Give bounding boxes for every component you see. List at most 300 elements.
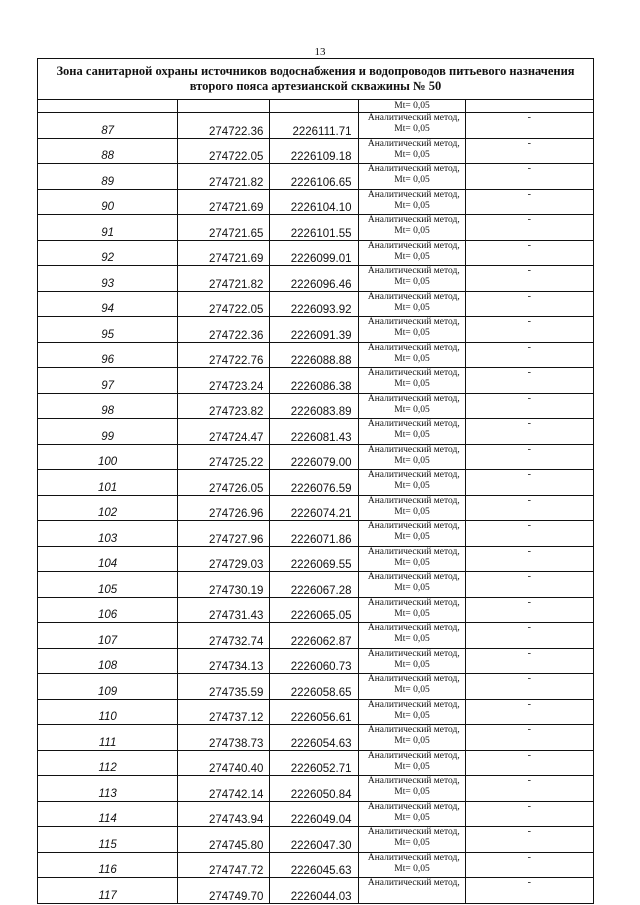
method-text: Аналитический метод, [367, 419, 460, 429]
point-number-cell [38, 648, 178, 674]
method-text: Аналитический метод, [367, 215, 460, 225]
method-text: Аналитический метод, [367, 546, 460, 557]
point-number: 117 [98, 889, 117, 902]
method-text: Аналитический метод, [367, 674, 460, 684]
dash-mark: - [527, 749, 532, 761]
method-cell [358, 725, 465, 751]
coordinate-x: 274740.40 [209, 763, 264, 775]
coordinate-y: 2226086.38 [290, 380, 352, 393]
dash-cell [465, 648, 593, 674]
coordinate-y-cell [270, 801, 358, 827]
coordinate-y-cell [270, 878, 358, 904]
method-text: Аналитический метод, [367, 572, 460, 582]
point-number: 100 [98, 456, 118, 468]
point-number: 112 [98, 762, 117, 774]
point-number-cell [38, 572, 178, 598]
point-number-cell [38, 546, 178, 572]
accuracy-text: Mt= 0,05 [394, 685, 430, 695]
dash-mark: - [527, 494, 532, 506]
coordinate-x-cell [178, 215, 270, 241]
dash-cell [465, 546, 593, 572]
dash-mark: - [527, 137, 532, 149]
dash-mark: - [527, 188, 532, 200]
table-row [38, 444, 594, 470]
point-number: 102 [98, 507, 118, 519]
method-text: Аналитический метод, [367, 776, 460, 786]
coordinate-x-cell [178, 189, 270, 215]
point-number-cell [38, 419, 178, 445]
dash-cell [465, 725, 593, 751]
dash-mark: - [527, 316, 532, 327]
dash-cell [465, 597, 593, 623]
point-number: 88 [101, 150, 115, 162]
coordinate-x: 274725.22 [209, 457, 264, 469]
method-cell [358, 470, 465, 496]
continued-row [38, 100, 594, 113]
table-row [38, 674, 594, 700]
point-number: 97 [101, 379, 115, 392]
point-number-cell [38, 801, 178, 827]
accuracy-text: Mt= 0,05 [394, 430, 430, 440]
method-text: Аналитический метод, [367, 342, 460, 353]
table-row [38, 317, 594, 343]
dash-mark: - [527, 596, 532, 608]
method-cell [358, 495, 465, 521]
coordinate-y: 2226056.61 [290, 712, 352, 724]
point-number: 104 [98, 558, 118, 570]
point-number: 94 [101, 303, 115, 315]
coordinate-y: 2226079.00 [290, 457, 352, 469]
coordinate-x-cell [178, 368, 270, 394]
point-number: 91 [101, 226, 115, 239]
dash-mark: - [527, 800, 532, 812]
coordinate-x-cell [178, 827, 270, 853]
accuracy-cell [358, 100, 465, 113]
coordinate-x: 274721.69 [209, 202, 264, 214]
coordinate-x: 274738.73 [209, 737, 264, 750]
accuracy-text: Mt= 0,05 [394, 200, 430, 211]
point-number-cell [38, 266, 178, 292]
coordinate-x: 274729.03 [209, 559, 264, 571]
coordinate-x-cell [178, 317, 270, 343]
coordinate-y: 2226060.73 [290, 661, 352, 673]
dash-mark: - [527, 265, 532, 276]
point-number-cell [38, 725, 178, 751]
accuracy-text: Mt= 0,05 [394, 736, 430, 746]
coordinate-y: 2226065.05 [290, 610, 352, 622]
method-text: Аналитический метод, [367, 801, 460, 812]
coordinate-y: 2226109.18 [290, 151, 352, 163]
coordinate-y: 2226071.86 [290, 533, 352, 546]
coordinate-y-cell [270, 495, 358, 521]
coordinate-x-cell [178, 266, 270, 292]
accuracy-text: Mt= 0,05 [394, 404, 430, 415]
dash-cell [465, 623, 593, 649]
point-number: 113 [98, 787, 117, 800]
coordinate-x: 274732.74 [209, 635, 264, 648]
dash-mark: - [527, 443, 532, 455]
table-row [38, 266, 594, 292]
method-cell [358, 623, 465, 649]
coordinate-x: 274722.36 [209, 125, 264, 138]
dash-cell [465, 878, 593, 904]
coordinate-x: 274726.05 [209, 482, 264, 495]
point-number-cell [38, 317, 178, 343]
coordinate-x-cell [178, 597, 270, 623]
coordinate-x-cell [178, 801, 270, 827]
coordinate-y: 2226050.84 [290, 788, 352, 801]
coordinate-y: 2226076.59 [290, 482, 352, 495]
coordinate-y-cell [270, 342, 358, 368]
method-text: Аналитический метод, [367, 725, 460, 735]
accuracy-text: Mt= 0,05 [394, 838, 430, 848]
point-number-cell [38, 393, 178, 419]
dash-mark: - [527, 341, 532, 353]
coordinate-y: 2226044.03 [290, 890, 352, 903]
method-cell [358, 138, 465, 164]
point-number: 109 [98, 685, 118, 698]
point-number-cell [38, 750, 178, 776]
point-number-cell [38, 342, 178, 368]
table-row [38, 827, 594, 853]
coordinate-x: 274722.76 [209, 355, 264, 367]
table-row [38, 419, 594, 445]
dash-mark: - [527, 545, 532, 557]
table-row [38, 648, 594, 674]
method-text: Аналитический метод, [367, 291, 460, 302]
point-number: 96 [101, 354, 115, 366]
table-row [38, 368, 594, 394]
method-text: Аналитический метод, [367, 266, 460, 276]
method-text: Аналитический метод, [367, 750, 460, 761]
table-row [38, 750, 594, 776]
point-number-cell [38, 138, 178, 164]
method-text: Аналитический метод, [367, 878, 460, 888]
point-number: 107 [98, 634, 118, 647]
coordinate-x: 274747.72 [209, 865, 264, 877]
dash-mark: - [527, 647, 532, 659]
dash-cell [465, 113, 593, 139]
method-cell [358, 827, 465, 853]
accuracy-text: Mt= 0,05 [394, 557, 430, 568]
coordinate-y-cell [270, 266, 358, 292]
coordinate-y-cell [270, 674, 358, 700]
coordinate-x-cell [178, 240, 270, 266]
dash-cell [465, 495, 593, 521]
method-text: Аналитический метод, [367, 240, 460, 251]
method-cell [358, 291, 465, 317]
empty-cell [38, 100, 178, 113]
accuracy-text: Mt= 0,05 [394, 634, 430, 644]
page-number: 13 [314, 46, 326, 58]
dash-mark: - [527, 112, 532, 123]
coordinate-x: 274721.65 [209, 227, 264, 240]
method-text: Аналитический метод, [367, 368, 460, 378]
coordinate-x: 274735.59 [209, 686, 264, 699]
coordinate-y-cell [270, 827, 358, 853]
accuracy-text: Mt= 0,05 [394, 481, 430, 491]
method-cell [358, 317, 465, 343]
coordinate-y: 2226054.63 [290, 737, 352, 750]
dash-cell [465, 776, 593, 802]
dash-cell [465, 164, 593, 190]
accuracy-text: Mt= 0,05 [394, 583, 430, 593]
coordinate-x-cell [178, 470, 270, 496]
coordinate-y: 2226074.21 [290, 508, 352, 520]
dash-mark: - [527, 520, 532, 531]
coordinate-y: 2226101.55 [290, 227, 352, 240]
dash-mark: - [527, 571, 532, 582]
dash-mark: - [527, 239, 532, 251]
table-row [38, 240, 594, 266]
empty-cell [465, 100, 593, 113]
coordinate-y: 2226083.89 [290, 406, 352, 418]
coordinate-x: 274749.70 [209, 890, 264, 903]
dash-mark: - [527, 163, 532, 174]
method-text: Аналитический метод, [367, 495, 460, 506]
table-row [38, 878, 594, 904]
dash-cell [465, 266, 593, 292]
coordinate-x: 274745.80 [209, 839, 264, 852]
point-number: 110 [98, 711, 117, 723]
coordinate-y: 2226069.55 [290, 559, 352, 571]
table-row [38, 699, 594, 725]
point-number: 92 [101, 252, 115, 264]
accuracy-text: Mt= 0,05 [394, 302, 430, 313]
table-row [38, 164, 594, 190]
coordinate-x: 274731.43 [209, 610, 264, 622]
point-number-cell [38, 164, 178, 190]
accuracy-text: Mt= 0,05 [394, 379, 430, 389]
coordinate-x-cell [178, 291, 270, 317]
dash-cell [465, 215, 593, 241]
accuracy-text: Mt= 0,05 [394, 532, 430, 542]
accuracy-text: Mt= 0,05 [394, 710, 430, 721]
coordinate-y-cell [270, 470, 358, 496]
method-cell [358, 368, 465, 394]
coordinate-x: 274722.05 [209, 151, 264, 163]
point-number-cell [38, 495, 178, 521]
coordinate-x: 274724.47 [209, 431, 264, 444]
method-cell [358, 266, 465, 292]
coordinate-y-cell [270, 444, 358, 470]
coordinate-y: 2226045.63 [290, 865, 352, 877]
table-row [38, 546, 594, 572]
coordinate-x: 274726.96 [209, 508, 264, 520]
coordinate-x: 274737.12 [209, 712, 264, 724]
coordinate-y-cell [270, 368, 358, 394]
accuracy-text: Mt= 0,05 [394, 149, 430, 160]
coordinate-x-cell [178, 776, 270, 802]
coordinate-y: 2226047.30 [290, 839, 352, 852]
accuracy-text: Mt= 0,05 [394, 608, 430, 619]
dash-mark: - [527, 851, 532, 863]
point-number: 106 [98, 609, 118, 621]
coordinate-x: 274742.14 [209, 788, 264, 801]
accuracy-text: Mt= 0,05 [394, 175, 430, 185]
method-text: Аналитический метод, [367, 113, 460, 123]
coordinate-y: 2226062.87 [290, 635, 352, 648]
coordinate-x: 274722.36 [209, 329, 264, 342]
method-cell [358, 393, 465, 419]
coordinate-y-cell [270, 419, 358, 445]
point-number-cell [38, 597, 178, 623]
method-text: Аналитический метод, [367, 648, 460, 659]
point-number: 103 [98, 532, 118, 545]
coordinate-x-cell [178, 164, 270, 190]
accuracy-text: Mt= 0,05 [394, 277, 430, 287]
point-number: 116 [98, 864, 117, 876]
point-number-cell [38, 623, 178, 649]
coordinate-x: 274721.69 [209, 253, 264, 265]
coordinate-x-cell [178, 648, 270, 674]
dash-mark: - [527, 469, 532, 480]
dash-cell [465, 240, 593, 266]
dash-mark: - [527, 698, 532, 710]
table-row [38, 393, 594, 419]
method-cell [358, 546, 465, 572]
coordinate-x-cell [178, 852, 270, 878]
coordinate-x-cell [178, 750, 270, 776]
coordinate-y: 2226091.39 [290, 329, 352, 342]
coordinate-y-cell [270, 776, 358, 802]
dash-cell [465, 393, 593, 419]
method-cell [358, 342, 465, 368]
coordinate-x: 274721.82 [209, 278, 264, 291]
dash-cell [465, 138, 593, 164]
table-row [38, 776, 594, 802]
dash-cell [465, 801, 593, 827]
method-cell [358, 189, 465, 215]
point-number-cell [38, 852, 178, 878]
point-number: 99 [101, 430, 115, 443]
table-title-row [38, 59, 594, 100]
accuracy-text: Mt= 0,05 [394, 812, 430, 823]
point-number-cell [38, 368, 178, 394]
coordinate-x-cell [178, 572, 270, 598]
method-text: Аналитический метод, [367, 827, 460, 837]
coordinate-y: 2226111.71 [292, 125, 352, 138]
method-cell [358, 113, 465, 139]
dash-cell [465, 827, 593, 853]
accuracy-text: Mt= 0,05 [394, 251, 430, 262]
method-cell [358, 444, 465, 470]
point-number: 114 [98, 813, 117, 825]
table-title-line-1: Зона санитарной охраны источников водоснабжения и водопроводов питьевого назначения [56, 64, 575, 78]
coordinate-y-cell [270, 189, 358, 215]
accuracy-text: Mt= 0,05 [394, 761, 430, 772]
table-row [38, 495, 594, 521]
coordinate-y: 2226067.28 [290, 584, 352, 597]
method-cell [358, 164, 465, 190]
coordinate-x-cell [178, 342, 270, 368]
method-text: Аналитический метод, [367, 444, 460, 455]
coordinate-y: 2226099.01 [290, 253, 352, 265]
coordinate-y-cell [270, 317, 358, 343]
coordinate-y: 2226106.65 [290, 176, 352, 189]
coordinate-y-cell [270, 138, 358, 164]
accuracy-text: Mt= 0,05 [394, 659, 430, 670]
accuracy-text: Mt= 0,05 [394, 353, 430, 364]
dash-mark: - [527, 826, 532, 837]
coordinate-y: 2226052.71 [290, 763, 352, 775]
point-number-cell [38, 291, 178, 317]
dash-cell [465, 342, 593, 368]
dash-cell [465, 521, 593, 547]
dash-cell [465, 444, 593, 470]
table-row [38, 138, 594, 164]
method-text: Аналитический метод, [367, 852, 460, 863]
method-cell [358, 572, 465, 598]
coordinate-y-cell [270, 699, 358, 725]
point-number: 108 [98, 660, 118, 672]
accuracy-text: Mt= 0,05 [394, 863, 430, 874]
coordinate-y-cell [270, 623, 358, 649]
table-row [38, 291, 594, 317]
coordinate-x: 274730.19 [209, 584, 264, 597]
coordinate-y-cell [270, 215, 358, 241]
coordinate-y-cell [270, 546, 358, 572]
coordinate-y-cell [270, 113, 358, 139]
coordinate-x-cell [178, 725, 270, 751]
point-number: 90 [101, 201, 115, 213]
dash-mark: - [527, 877, 532, 888]
method-text: Аналитический метод, [367, 597, 460, 608]
point-number-cell [38, 827, 178, 853]
coordinate-y: 2226096.46 [290, 278, 352, 291]
coordinate-x: 274743.94 [209, 814, 264, 826]
table-row [38, 113, 594, 139]
method-text: Аналитический метод, [367, 699, 460, 710]
point-number: 87 [101, 124, 115, 137]
dash-mark: - [527, 214, 532, 225]
dash-mark: - [527, 673, 532, 684]
dash-cell [465, 572, 593, 598]
point-number-cell [38, 521, 178, 547]
coordinate-x-cell [178, 699, 270, 725]
method-cell [358, 674, 465, 700]
coordinate-y-cell [270, 750, 358, 776]
coordinate-x-cell [178, 113, 270, 139]
method-cell [358, 419, 465, 445]
dash-mark: - [527, 392, 532, 404]
point-number-cell [38, 113, 178, 139]
method-text: Аналитический метод, [367, 317, 460, 327]
method-text: Аналитический метод, [367, 189, 460, 200]
method-cell [358, 878, 465, 904]
point-number-cell [38, 240, 178, 266]
coordinate-y: 2226058.65 [290, 686, 352, 699]
coordinate-y: 2226088.88 [290, 355, 352, 367]
method-cell [358, 648, 465, 674]
coordinate-x-cell [178, 138, 270, 164]
point-number: 105 [98, 583, 118, 596]
dash-cell [465, 470, 593, 496]
dash-cell [465, 852, 593, 878]
table-row [38, 801, 594, 827]
method-cell [358, 852, 465, 878]
coordinate-y: 2226104.10 [290, 202, 352, 214]
table-row [38, 725, 594, 751]
coordinate-y-cell [270, 164, 358, 190]
dash-cell [465, 291, 593, 317]
table-row [38, 470, 594, 496]
point-number: 89 [101, 175, 115, 188]
accuracy-text: Mt= 0,05 [394, 101, 430, 111]
coordinate-y: 2226093.92 [290, 304, 352, 316]
table-row [38, 852, 594, 878]
method-cell [358, 521, 465, 547]
